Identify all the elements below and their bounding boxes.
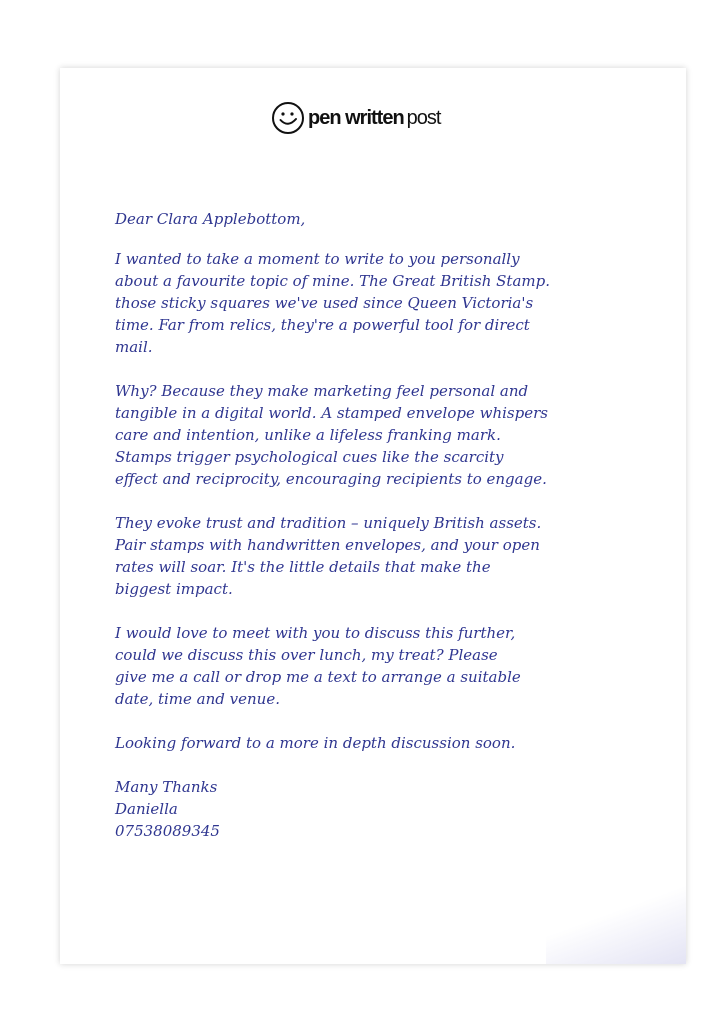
logo-word-thin: post bbox=[406, 106, 441, 129]
smiley-face-icon bbox=[270, 100, 306, 136]
letter-greeting: Dear Clara Applebottom, bbox=[115, 210, 306, 228]
letter-paragraph-3: They evoke trust and tradition – uniquely British assets. Pair stamps with handwritten envelopes, and your open rates will soar. It's the little details that make the biggest impact. bbox=[115, 514, 542, 598]
letter-paragraph-4: I would love to meet with you to discuss this further, could we discuss this over lunch, my treat? Please give me a call or drop me a text to arrange a suitable date, time and venue. bbox=[115, 624, 521, 708]
letter-sheet bbox=[60, 68, 686, 964]
letter-paragraph-1: I wanted to take a moment to write to you personally about a favourite topic of mine. The Great British Stamp. those sticky squares we've used since Queen Victoria's time. Far from relics, they're a powerful tool for direct mail. bbox=[115, 250, 550, 356]
phone-number: 07538089345 bbox=[115, 822, 220, 840]
logo bbox=[270, 98, 440, 138]
letter-paragraph-5: Looking forward to a more in depth discussion soon. bbox=[115, 734, 516, 752]
logo-word-bold: pen written bbox=[308, 106, 404, 129]
logo-wordmark bbox=[308, 107, 440, 130]
letter-paragraph-2: Why? Because they make marketing feel personal and tangible in a digital world. A stamped envelope whispers care and intention, unlike a lifeless franking mark. Stamps trigger psychological cues like the scarcity effect and reciprocity, encouraging recipients to engage. bbox=[115, 382, 548, 488]
paper-shadow bbox=[546, 884, 686, 964]
letter-body bbox=[115, 208, 625, 842]
signature-name: Daniella bbox=[115, 800, 178, 818]
signoff-line: Many Thanks bbox=[115, 778, 218, 796]
signature-block bbox=[115, 776, 625, 842]
